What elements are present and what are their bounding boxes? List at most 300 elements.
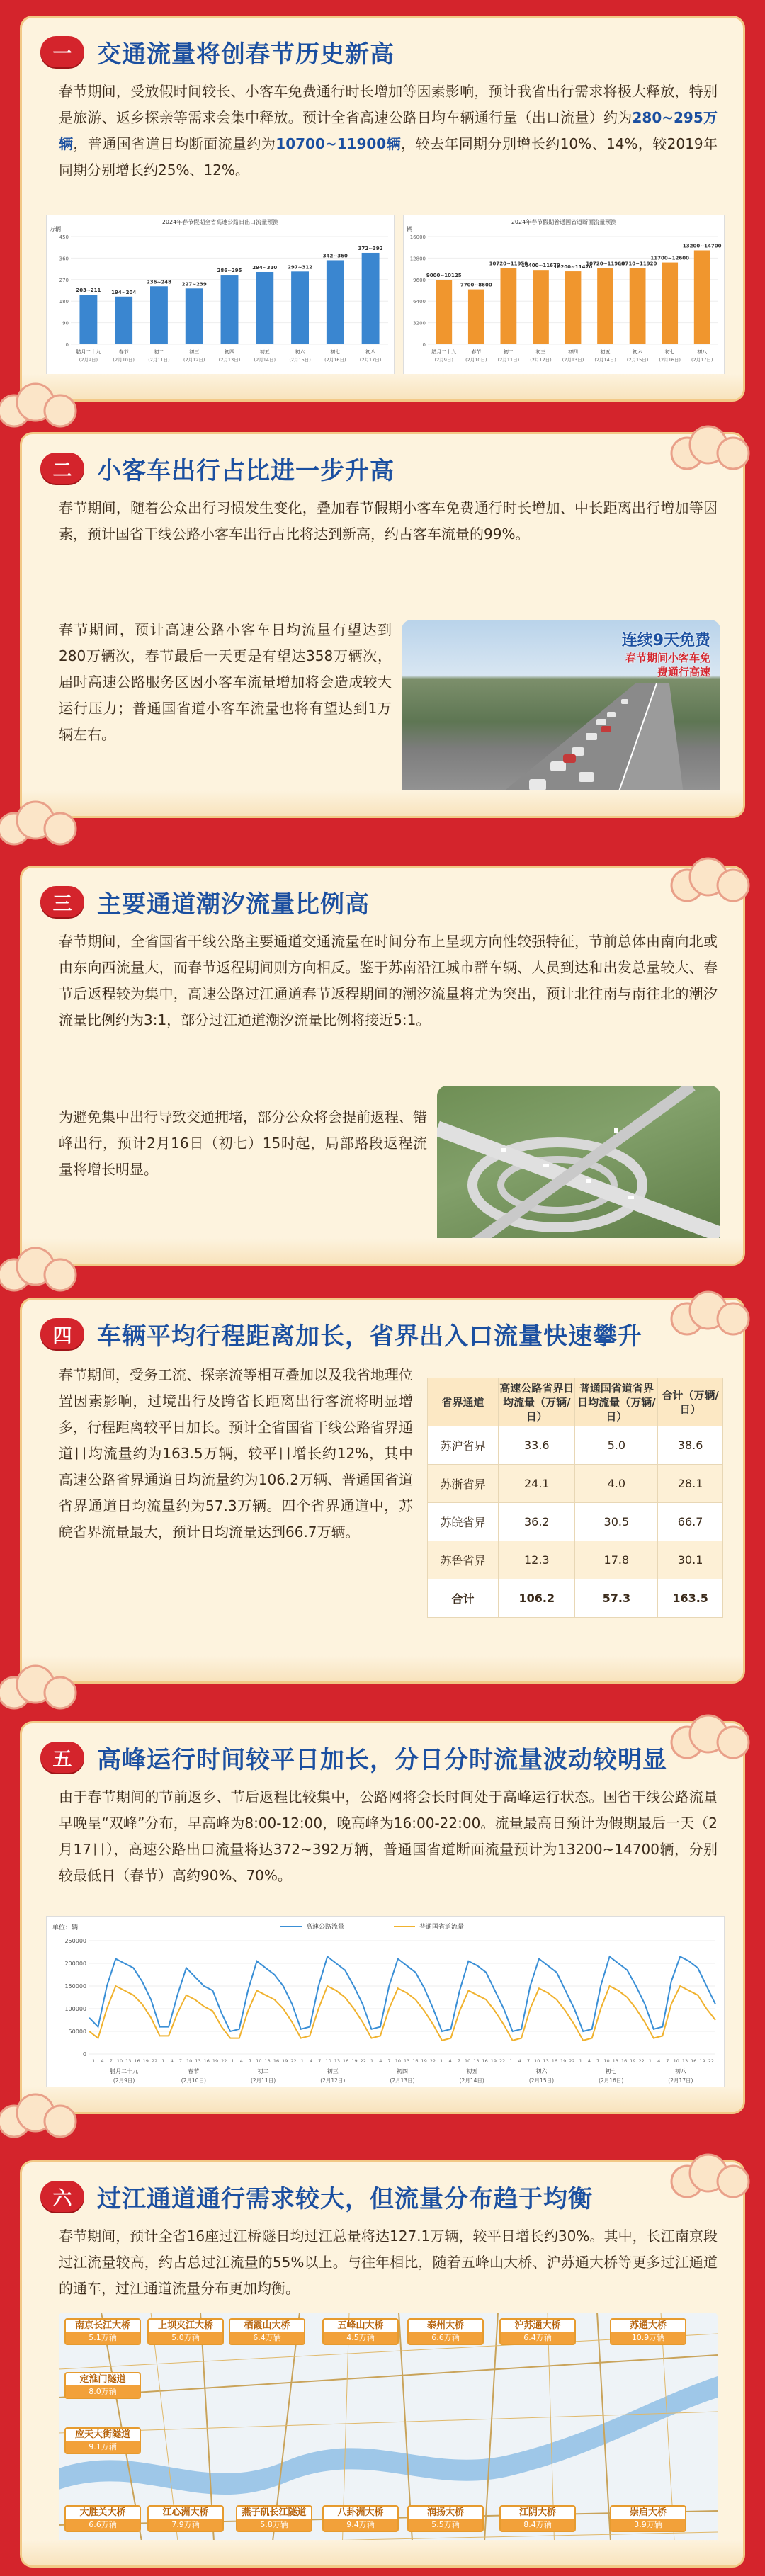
interchange-illustration [437,1086,720,1250]
hour-tick-label: 10 [673,2058,679,2064]
bar-value-label: 11700~12600 [650,255,689,261]
section-3-paragraph-2: 为避免集中出行导致交通拥堵，部分公众将会提前返程、错峰出行，预计2月16日（初七）15时起，局部路段返程流量将增长明显。 [59,1108,427,1178]
y-tick-label: 9600 [413,277,426,283]
x-tick-sublabel: (2月15日) [289,357,311,363]
chart-ylabel: 万辆 [50,226,61,232]
table-cell-channel: 苏皖省界 [428,1503,499,1541]
bar-value-label: 372~392 [358,245,383,251]
chart-title: 2024年春节假期全省高速公路日出口流量预测 [162,219,279,225]
hour-tick-label: 22 [221,2058,227,2064]
bar [221,275,239,344]
hour-tick-label: 19 [421,2058,427,2064]
table-cell-value: 57.3 [575,1579,658,1618]
table-cell-value: 106.2 [499,1579,575,1618]
x-tick-sublabel: (2月13日) [218,357,241,363]
table-header-total: 合计（万辆/日） [658,1378,723,1426]
x-tick-sublabel: (2月15日) [626,357,649,363]
section-2-paragraph-2: 春节期间，预计高速公路小客车日均流量有望达到280万辆次，春节最后一天更是有望达358万辆次，届时高速公路服务区因小客车流量增加将会造成较大运行压力；普通国省道小客车流量也将有望达到1万辆左右。 [59,621,392,743]
river-crossing-map [59,2313,718,2553]
x-tick-sublabel: (2月16日) [659,357,681,363]
bar-value-label: 13200~14700 [682,243,722,249]
photo-caption-2: 春节期间小客车免费通行高速 [625,652,710,679]
bridge-flow-pill [322,2318,399,2345]
bridge-name: 大胜关大桥 [79,2507,126,2518]
bar-value-label: 10400~11670 [521,263,560,269]
bar-value-label: 236~248 [146,279,171,285]
section-4-number: 四 [40,1318,84,1349]
x-tick-sublabel: (2月14日) [254,357,276,363]
y-tick-label: 90 [62,320,69,327]
y-tick-label: 450 [59,234,69,240]
section-2-card [20,432,745,818]
chart-title: 2024年春节假期普通国省道断面流量预测 [511,219,617,225]
bar [630,268,646,344]
y-tick-label: 6400 [413,299,426,305]
x-group-label: 春节 [188,2068,200,2075]
hour-tick-label: 22 [708,2058,715,2064]
x-group-label: 初八 [674,2068,686,2075]
bridge-flow-pill [229,2318,305,2345]
hour-tick-label: 4 [448,2058,452,2064]
bar [327,260,344,344]
bar [436,280,452,344]
table-cell-value: 30.5 [575,1503,658,1541]
hour-tick-label: 22 [638,2058,645,2064]
section-5-header [40,1736,667,1778]
x-tick-label: 春节 [471,349,482,355]
table-header-channel: 省界通道 [428,1378,499,1426]
x-tick-label: 初六 [633,349,643,355]
hour-tick-label: 16 [691,2058,697,2064]
hour-tick-label: 16 [273,2058,280,2064]
x-tick-sublabel: (2月12日) [183,357,205,363]
section-5-number: 五 [40,1742,84,1773]
hour-tick-label: 1 [370,2058,374,2064]
hour-tick-label: 13 [473,2058,480,2064]
bar-chart-expressway [47,215,394,384]
cloud-decoration-left-2 [0,793,92,850]
hour-tick-label: 19 [560,2058,567,2064]
section-5-title: 高峰运行时间较平日加长，分日分时流量波动较明显 [97,1745,667,1774]
chart-hourly-flow [46,1916,725,2094]
section-6-title: 过江通道通行需求较大，但流量分布趋于均衡 [97,2184,593,2213]
bridge-flow-value: 5.1万辆 [66,2332,140,2344]
hour-tick-label: 19 [142,2058,149,2064]
bar-value-label: 297~312 [288,264,313,271]
hour-tick-label: 16 [551,2058,558,2064]
hour-tick-label: 13 [264,2058,271,2064]
section-6-number: 六 [40,2181,84,2212]
hour-tick-label: 16 [134,2058,140,2064]
table-cell-value: 33.6 [499,1426,575,1465]
bridge-flow-pill [236,2505,312,2532]
section-1-header [40,30,395,73]
x-tick-label: 腊月二十九 [76,349,101,355]
bridge-flow-value: 9.1万辆 [66,2441,140,2453]
hour-tick-label: 1 [231,2058,234,2064]
bridge-name: 苏通大桥 [629,2320,667,2331]
bridge-name: 燕子矶长江隧道 [242,2507,307,2518]
section-1-paragraph: 春节期间，受放假时间较长、小客车免费通行时长增加等因素影响，预计我省出行需求将极大释放，特别是旅游、返乡探亲等需求会集中释放。预计全省高速公路日均车辆通行量（出口流量）约为280~295万辆，普通国省道日均断面流量约为10700~11900辆，较去年同期分别增长约10%、14%，较2019年同期分别增长约25%、12%。 [59,83,718,178]
hour-tick-label: 13 [681,2058,688,2064]
bar-value-label: 194~204 [111,289,137,295]
bridge-flow-pill [407,2318,484,2345]
table-cell-value: 38.6 [658,1426,723,1465]
x-tick-sublabel: (2月12日) [530,357,552,363]
bridge-flow-value: 6.4万辆 [501,2332,574,2344]
x-tick-label: 初八 [366,349,376,355]
hour-tick-label: 19 [699,2058,706,2064]
bridge-flow-pill [147,2505,224,2532]
section-6-paragraph: 春节期间，预计全省16座过江桥隧日均过江总量将达127.1万辆，较平日增长约30%。其中，长江南京段过江流量较高，约占总过江流量的55%以上。与往年相比，随着五峰山大桥、沪苏通大桥等更多过江通道的通车，过江通道流量分布更加均衡。 [59,2228,718,2297]
chart-ylabel: 辆 [407,226,412,232]
x-tick-label: 初五 [259,349,270,355]
section-1-number: 一 [40,36,84,67]
bridge-flow-pill [64,2427,141,2454]
x-tick-sublabel: (2月17日) [691,357,713,363]
x-tick-sublabel: (2月17日) [359,357,382,363]
hour-tick-label: 16 [343,2058,349,2064]
x-group-sublabel: (2月17日) [668,2077,693,2084]
x-tick-sublabel: (2月9日) [434,357,453,363]
series-line [89,1986,715,2041]
x-tick-label: 初三 [536,349,546,355]
hour-tick-label: 4 [239,2058,243,2064]
x-tick-label: 初七 [330,349,341,355]
hour-tick-label: 19 [490,2058,497,2064]
x-group-label: 初五 [466,2068,478,2075]
hour-tick-label: 22 [151,2058,158,2064]
cloud-decoration-right-1 [666,418,765,475]
section-1-card [20,16,745,402]
bar-value-label: 294~310 [252,264,278,271]
bridge-flow-pill [64,2372,141,2399]
cloud-decoration-right-2 [666,850,765,907]
bridge-flow-value: 3.9万辆 [611,2519,685,2531]
x-group-sublabel: (2月14日) [459,2077,484,2084]
hour-tick-label: 19 [351,2058,358,2064]
table-cell-channel: 苏鲁省界 [428,1541,499,1579]
x-tick-sublabel: (2月10日) [113,357,135,363]
section-4-header [40,1312,642,1355]
line-chart-hourly-flow [47,1917,724,2094]
bridge-flow-value: 6.6万辆 [409,2332,482,2344]
cloud-decoration-left-3 [0,1239,92,1296]
section-4-title: 车辆平均行程距离加长，省界出入口流量快速攀升 [97,1322,642,1351]
table-cell-channel: 合计 [428,1579,499,1618]
bridge-flow-value: 9.4万辆 [324,2519,397,2531]
bridge-flow-value: 10.9万辆 [611,2332,685,2344]
y-tick-label: 3200 [413,320,426,327]
section-2-header [40,447,395,489]
y-tick-label: 250000 [64,1938,86,1944]
hour-tick-label: 1 [648,2058,652,2064]
x-group-label: 腊月二十九 [110,2068,139,2075]
bridge-name: 泰州大桥 [426,2320,464,2331]
table-cell-channel: 苏沪省界 [428,1426,499,1465]
photo-caption-1: 连续9天免费 [621,632,710,649]
x-tick-label: 初二 [154,349,164,355]
hour-tick-label: 19 [282,2058,288,2064]
hour-tick-label: 7 [457,2058,460,2064]
bridge-flow-pill [499,2505,576,2532]
bridge-name: 南京长江大桥 [74,2320,130,2331]
bar-value-label: 9000~10125 [426,273,462,279]
section-3-header [40,880,370,923]
section-2-paragraph-1: 春节期间，随着公众出行习惯发生变化，叠加春节假期小客车免费通行时长增加、中长距离出行增加等因素，预计国省干线公路小客车出行占比将达到新高，约占客车流量的99%。 [59,499,718,543]
x-group-label: 初六 [536,2068,548,2075]
bridge-flow-pill [64,2505,141,2532]
hour-tick-label: 4 [101,2058,104,2064]
x-tick-label: 初二 [503,349,514,355]
section-2-number: 二 [40,453,84,484]
bar-value-label: 10200~11470 [553,264,593,271]
bar [533,270,549,344]
bridge-name: 上坝夹江大桥 [157,2320,213,2331]
bridge-name: 应天大街隧道 [74,2429,130,2440]
hour-tick-label: 1 [300,2058,304,2064]
x-group-sublabel: (2月13日) [390,2077,415,2084]
hour-tick-label: 19 [212,2058,219,2064]
table-cell-value: 24.1 [499,1465,575,1503]
hour-tick-label: 10 [116,2058,123,2064]
bar-value-label: 227~239 [181,281,207,288]
hour-tick-label: 13 [125,2058,132,2064]
table-cell-value: 17.8 [575,1541,658,1579]
hour-tick-label: 1 [509,2058,513,2064]
hour-tick-label: 7 [596,2058,600,2064]
x-tick-sublabel: (2月14日) [594,357,616,363]
section-5-paragraph: 由于春节期间的节前返乡、节后返程比较集中，公路网将会长时间处于高峰运行状态。国省干线公路流量早晚呈“双峰”分布，早高峰为8:00-12:00，晚高峰为16:00-22:00。流量最高日预计为假期最后一天（2月17日），高速公路出口流量将达372~392万辆，普通国省道断面流量预计为13200~14700辆，分别较最低日（春节）高约90%、70%。 [59,1788,718,1884]
bridge-name: 崇启大桥 [629,2507,667,2518]
x-tick-label: 初四 [568,349,578,355]
hour-tick-label: 7 [109,2058,113,2064]
hour-tick-label: 13 [195,2058,201,2064]
y-tick-label: 180 [59,299,69,305]
table-cell-value: 28.1 [658,1465,723,1503]
hour-tick-label: 7 [387,2058,391,2064]
x-group-sublabel: (2月16日) [599,2077,624,2084]
section-4-paragraph: 春节期间，受务工流、探亲流等相互叠加以及我省地理位置因素影响，过境出行及跨省长距离出行客流将明显增多，行程距离较平日加长。预计全省国省干线公路省界通道日均流量约为163.5万辆，较平日增长约12%，其中高速公路省界通道日均流量约为106.2万辆、普通国省道省界通道日均流量约为57.3万辆。四个省界通道中，苏皖省界流量最大，预计日均流量达到66.7万辆。 [59,1366,413,1541]
x-group-sublabel: (2月12日) [320,2077,346,2084]
hour-tick-label: 10 [604,2058,610,2064]
y-tick-label: 360 [59,256,69,262]
hour-tick-label: 4 [657,2058,661,2064]
y-tick-label: 16000 [409,234,426,240]
table-cell-value: 12.3 [499,1541,575,1579]
x-tick-sublabel: (2月10日) [465,357,487,363]
hour-tick-label: 10 [395,2058,402,2064]
table-cell-value: 5.0 [575,1426,658,1465]
legend-label: 普通国省道流量 [419,1924,465,1931]
x-group-sublabel: (2月9日) [113,2077,135,2084]
bar [115,297,132,344]
hour-tick-label: 1 [440,2058,443,2064]
bar-value-label: 342~360 [322,253,348,259]
x-tick-sublabel: (2月16日) [324,357,346,363]
bar-value-label: 286~295 [217,268,242,274]
bar-value-label: 10720~11950 [489,261,528,267]
x-tick-sublabel: (2月11日) [497,357,520,363]
section-6-header [40,2175,593,2218]
x-tick-sublabel: (2月11日) [148,357,170,363]
table-cell-value: 36.2 [499,1503,575,1541]
x-tick-sublabel: (2月13日) [562,357,584,363]
bar [597,268,613,344]
hour-tick-label: 1 [162,2058,165,2064]
chart-expressway-exit-flow [46,215,395,385]
bar-value-label: 10710~11920 [618,261,657,267]
x-tick-label: 初七 [664,349,675,355]
y-tick-label: 12800 [409,256,426,262]
bridge-name: 五峰山大桥 [337,2320,384,2331]
table-row [428,1541,723,1579]
hour-tick-label: 10 [325,2058,332,2064]
cloud-decoration-left-4 [0,1657,92,1714]
table-row [428,1579,723,1618]
bridge-flow-value: 8.4万辆 [501,2519,574,2531]
chart-ylabel: 单位：辆 [52,1924,79,1931]
y-tick-label: 0 [65,342,69,348]
bridge-flow-pill [147,2318,224,2345]
section-3-title: 主要通道潮汐流量比例高 [97,890,370,919]
hour-tick-label: 16 [482,2058,488,2064]
chart-national-road-flow [403,215,725,385]
hour-tick-label: 1 [579,2058,582,2064]
hour-tick-label: 10 [464,2058,471,2064]
bridge-flow-pill [610,2505,686,2532]
hour-tick-label: 13 [543,2058,549,2064]
hour-tick-label: 22 [290,2058,297,2064]
bar-value-label: 10720~11960 [586,261,625,267]
bridge-flow-value: 5.5万辆 [409,2519,482,2531]
section-3-paragraph-1: 春节期间，全省国省干线公路主要通道交通流量在时间分布上呈现方向性较强特征，节前总体由南向北或由东向西流量大，而春节返程期间则方向相反。鉴于苏南沿江城市群车辆、人员到达和出发总量较大、春节后返程较为集中，高速公路过江通道春节返程期间的潮汐流量将尤为突出，预计北往南与南往北的潮汐流量比例约为3:1，部分过江通道潮汐流量比例将接近5:1。 [59,933,718,1028]
bridge-flow-value: 8.0万辆 [66,2385,140,2398]
hour-tick-label: 13 [403,2058,410,2064]
y-tick-label: 0 [422,342,426,348]
hour-tick-label: 19 [630,2058,636,2064]
hour-tick-label: 10 [186,2058,193,2064]
y-tick-label: 100000 [64,2006,86,2012]
bridge-flow-value: 4.5万辆 [324,2332,397,2344]
x-tick-label: 初五 [600,349,611,355]
y-tick-label: 50000 [68,2029,86,2035]
highway-traffic-photo [402,620,720,805]
x-tick-label: 腊月二十九 [431,349,457,355]
hour-tick-label: 16 [203,2058,210,2064]
y-tick-label: 270 [59,277,69,283]
section-5-card [20,1721,745,2114]
table-cell-value: 4.0 [575,1465,658,1503]
hour-tick-label: 10 [534,2058,540,2064]
table-cell-value: 30.1 [658,1541,723,1579]
table-header-expressway: 高速公路省界日均流量（万辆/日） [499,1378,575,1426]
hour-tick-label: 7 [178,2058,182,2064]
hour-tick-label: 7 [318,2058,322,2064]
bridge-flow-pill [499,2318,576,2345]
bar [694,250,710,344]
hour-tick-label: 22 [569,2058,575,2064]
x-group-label: 初七 [605,2068,617,2075]
cloud-decoration-right-4 [666,1707,765,1764]
bridge-name: 江心洲大桥 [162,2507,209,2518]
bridge-name: 八卦洲大桥 [337,2507,384,2518]
x-tick-label: 初四 [225,349,234,355]
bridge-name: 江阴大桥 [518,2507,556,2518]
x-tick-sublabel: (2月9日) [79,357,98,363]
section-3-number: 三 [40,886,84,917]
section-4-card [20,1298,745,1684]
section-6-card [20,2160,745,2568]
table-row [428,1465,723,1503]
x-group-label: 初三 [327,2068,339,2075]
x-group-sublabel: (2月10日) [181,2077,206,2084]
x-tick-label: 初六 [295,349,305,355]
hour-tick-label: 4 [518,2058,521,2064]
bar [565,271,582,344]
bridge-flow-value: 6.6万辆 [66,2519,140,2531]
bar [468,290,484,344]
x-tick-label: 初三 [189,349,200,355]
table-row [428,1503,723,1541]
bar [291,271,309,344]
x-group-label: 初二 [257,2068,269,2075]
table-cell-channel: 苏浙省界 [428,1465,499,1503]
hour-tick-label: 22 [360,2058,366,2064]
bridge-name: 定淮门隧道 [79,2374,126,2385]
bar [501,268,517,344]
legend-label: 高速公路流量 [306,1924,345,1931]
bridge-flow-value: 7.9万辆 [149,2519,222,2531]
section-1-title: 交通流量将创春节历史新高 [97,40,395,69]
bar-value-label: 203~211 [76,288,101,294]
bridge-flow-value: 6.4万辆 [230,2332,304,2344]
hour-tick-label: 4 [170,2058,174,2064]
y-tick-label: 200000 [64,1961,86,1967]
bridge-name: 润扬大桥 [426,2507,464,2518]
table-row [428,1426,723,1465]
hour-tick-label: 22 [499,2058,506,2064]
bridge-flow-pill [64,2318,141,2345]
bar [186,288,203,344]
bar [79,295,97,344]
bar [662,263,678,344]
bar-value-label: 7700~8600 [460,282,492,288]
section-3-card [20,866,745,1266]
hour-tick-label: 22 [429,2058,436,2064]
bar [256,272,273,344]
hour-tick-label: 7 [526,2058,531,2064]
hour-tick-label: 13 [612,2058,618,2064]
y-tick-label: 150000 [64,1983,86,1990]
hour-tick-label: 4 [310,2058,313,2064]
x-group-label: 初四 [397,2068,408,2075]
hour-tick-label: 4 [379,2058,382,2064]
section-2-title: 小客车出行占比进一步升高 [97,456,395,485]
table-cell-value: 66.7 [658,1503,723,1541]
border-flow-table [427,1378,723,1618]
series-line [89,1956,715,2031]
cloud-decoration-left-1 [0,375,92,432]
bridge-flow-pill [322,2505,399,2532]
x-tick-label: 初八 [697,349,708,355]
hour-tick-label: 1 [92,2058,96,2064]
hour-tick-label: 4 [587,2058,591,2064]
bridge-name: 栖霞山大桥 [244,2320,290,2331]
cloud-decoration-right-3 [666,1283,765,1340]
hour-tick-label: 10 [256,2058,262,2064]
hour-tick-label: 13 [334,2058,341,2064]
